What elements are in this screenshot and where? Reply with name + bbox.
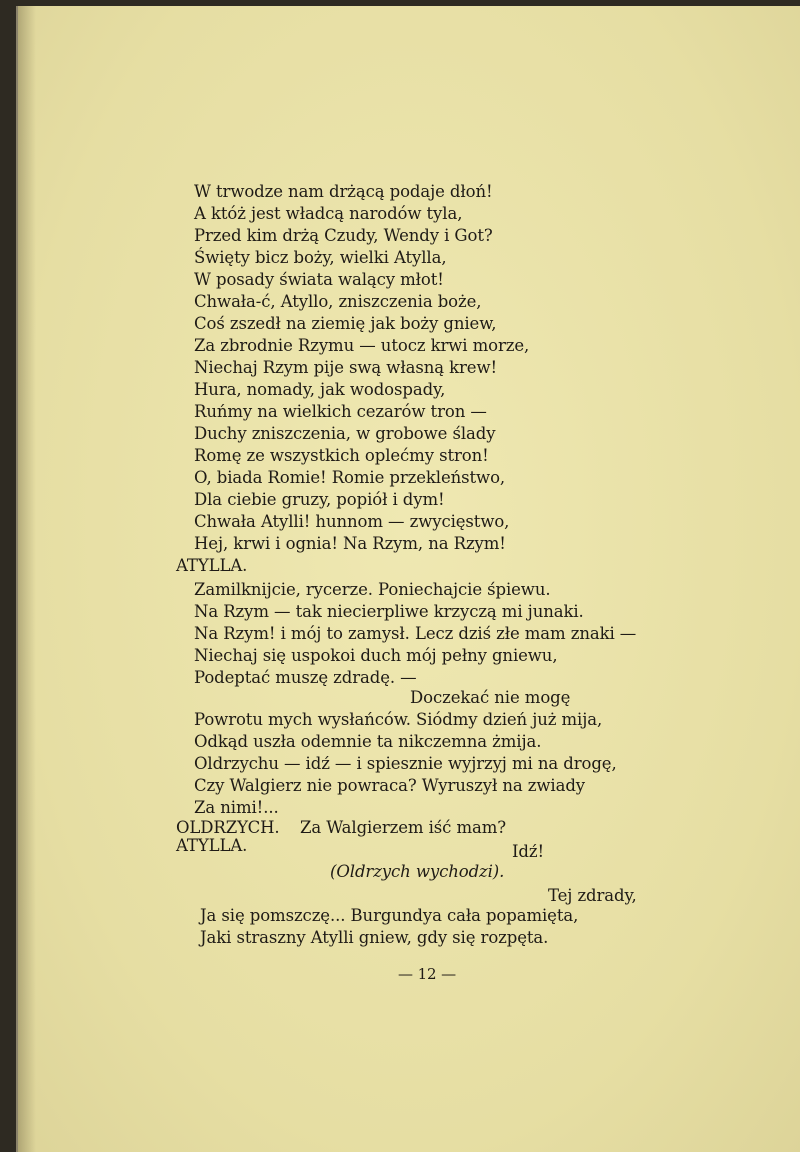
verse-line: Czy Walgierz nie powraca? Wyruszył na zwiady	[194, 776, 586, 795]
verse-line: O, biada Romie! Romie przekleństwo,	[194, 468, 506, 487]
verse-line: Dla ciebie gruzy, popiół i dym!	[194, 490, 445, 509]
verse-line: W trwodze nam drżącą podaje dłoń!	[194, 182, 493, 201]
verse-line: Ruńmy na wielkich cezarów tron —	[194, 402, 487, 421]
verse-line: Święty bicz boży, wielki Atylla,	[194, 248, 447, 267]
verse-line: Romę ze wszystkich oplećmy stron!	[194, 446, 489, 465]
speaker-name: ATYLLA.	[176, 556, 248, 575]
verse-line: Za Walgierzem iść mam?	[300, 818, 507, 837]
verse-line: W posady świata walący młot!	[194, 270, 444, 289]
speaker-name: OLDRZYCH.	[176, 818, 280, 837]
verse-line: Doczekać nie mogę	[410, 688, 571, 707]
verse-line: Oldrzychu — idź — i spiesznie wyjrzyj mi na drogę,	[194, 754, 617, 773]
verse-line: Odkąd uszła odemnie ta nikczemna żmija.	[194, 732, 542, 751]
verse-line: Na Rzym — tak niecierpliwe krzyczą mi junaki.	[194, 602, 584, 621]
verse-line: Niechaj się uspokoi duch mój pełny gniewu,	[194, 646, 558, 665]
verse-line: Za nimi!...	[194, 798, 279, 817]
speaker-name: ATYLLA.	[176, 836, 248, 855]
verse-line: Niechaj Rzym pije swą własną krew!	[194, 358, 498, 377]
book-page	[16, 6, 800, 1152]
verse-line: Jaki straszny Atylli gniew, gdy się rozpęta.	[200, 928, 549, 947]
verse-line: Tej zdrady,	[548, 886, 637, 905]
verse-line: Zamilknijcie, rycerze. Poniechajcie śpiewu.	[194, 580, 551, 599]
verse-line: Chwała Atylli! hunnom — zwycięstwo,	[194, 512, 510, 531]
verse-line: Idź!	[512, 842, 545, 861]
verse-line: Za zbrodnie Rzymu — utocz krwi morze,	[194, 336, 530, 355]
verse-line: Na Rzym! i mój to zamysł. Lecz dziś złe mam znaki —	[194, 624, 637, 643]
verse-line: Chwała-ć, Atyllo, zniszczenia boże,	[194, 292, 482, 311]
verse-line: A któż jest władcą narodów tyla,	[194, 204, 463, 223]
verse-line: Przed kim drżą Czudy, Wendy i Got?	[194, 226, 493, 245]
page-number: — 12 —	[398, 965, 457, 983]
verse-line: Podeptać muszę zdradę. —	[194, 668, 417, 687]
verse-line: Hej, krwi i ognia! Na Rzym, na Rzym!	[194, 534, 506, 553]
verse-line: Coś zszedł na ziemię jak boży gniew,	[194, 314, 497, 333]
verse-line: Ja się pomszczę... Burgundya cała popamięta,	[200, 906, 579, 925]
stage-direction: (Oldrzych wychodzi).	[330, 862, 505, 881]
verse-line: Powrotu mych wysłańców. Siódmy dzień już mija,	[194, 710, 603, 729]
verse-line: Duchy zniszczenia, w grobowe ślady	[194, 424, 496, 443]
verse-line: Hura, nomady, jak wodospady,	[194, 380, 446, 399]
